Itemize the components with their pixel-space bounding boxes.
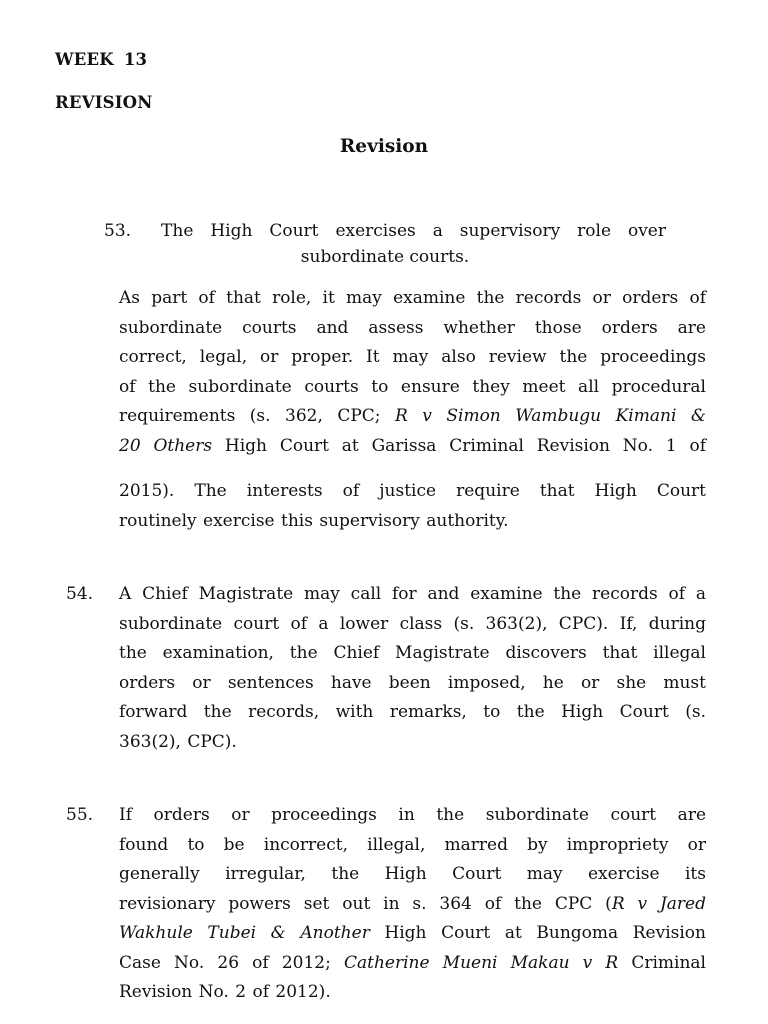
body-line: Revision No. 2 of 2012). — [119, 982, 331, 1002]
paragraph-53-text-1: The High Court exercises a supervisory role over — [161, 221, 666, 241]
paragraph-53-line-1 — [104, 218, 666, 244]
paragraph-54-number: 54. — [66, 584, 94, 604]
paragraph-53-continued — [119, 477, 706, 536]
body-line: As part of that role, it may examine the records or orders of — [119, 288, 706, 308]
case-citation: Catherine Mueni Makau v R — [343, 952, 619, 973]
body-line — [119, 402, 706, 432]
case-citation: 20 Others — [119, 435, 213, 456]
paragraph-54-body — [119, 580, 706, 757]
paragraph-55-number: 55. — [66, 805, 94, 825]
body-line: orders or sentences have been imposed, he or she must — [119, 672, 706, 693]
page-title: Revision — [339, 136, 429, 157]
body-text: Criminal — [618, 952, 706, 973]
body-line: subordinate courts and assess whether those orders are — [119, 317, 706, 338]
paragraph-53-body — [119, 284, 706, 461]
body-line: generally irregular, the High Court may exercise its — [119, 864, 706, 884]
body-line: subordinate court of a lower class (s. 363(2), CPC). If, during — [119, 613, 706, 634]
paragraph-53-number: 53. — [104, 221, 132, 241]
body-line: the examination, the Chief Magistrate discovers that illegal — [119, 643, 706, 663]
section-heading: REVISION — [55, 93, 153, 112]
body-text: High Court at Garissa Criminal Revision No. 1 of — [212, 435, 706, 456]
case-citation: Wakhule Tubei & Another — [119, 923, 370, 943]
week-heading — [55, 50, 147, 69]
body-line: A Chief Magistrate may call for and examine the records of a — [119, 584, 706, 604]
body-text: High Court at Bungoma Revision — [369, 923, 706, 943]
body-line — [119, 890, 706, 920]
paragraph-55-body — [119, 801, 706, 1008]
body-text: requirements (s. 362, CPC; — [119, 406, 396, 426]
body-line — [119, 949, 706, 979]
case-citation: R v Simon Wambugu Kimani & — [395, 406, 706, 426]
paragraph-53-line-2: subordinate courts. — [300, 247, 470, 267]
case-citation: R v Jared — [611, 893, 707, 914]
body-line: 2015). The interests of justice require that High Court — [119, 481, 706, 501]
body-line: forward the records, with remarks, to the High Court (s. — [119, 702, 706, 722]
body-line: 363(2), CPC). — [119, 731, 237, 752]
body-line: found to be incorrect, illegal, marred by impropriety or — [119, 834, 706, 855]
body-line — [119, 919, 706, 949]
body-line: correct, legal, or proper. It may also review the proceedings — [119, 347, 706, 367]
body-text: revisionary powers set out in s. 364 of the CPC ( — [119, 893, 612, 914]
paragraph-53-heading — [104, 218, 666, 270]
body-line: If orders or proceedings in the subordinate court are — [119, 805, 706, 825]
body-line: routinely exercise this supervisory authority. — [119, 510, 509, 531]
week-label: WEEK — [55, 50, 114, 69]
body-text: Case No. 26 of 2012; — [119, 952, 344, 973]
body-line: of the subordinate courts to ensure they meet all procedural — [119, 376, 706, 397]
body-line — [119, 432, 706, 462]
week-number: 13 — [123, 50, 148, 69]
